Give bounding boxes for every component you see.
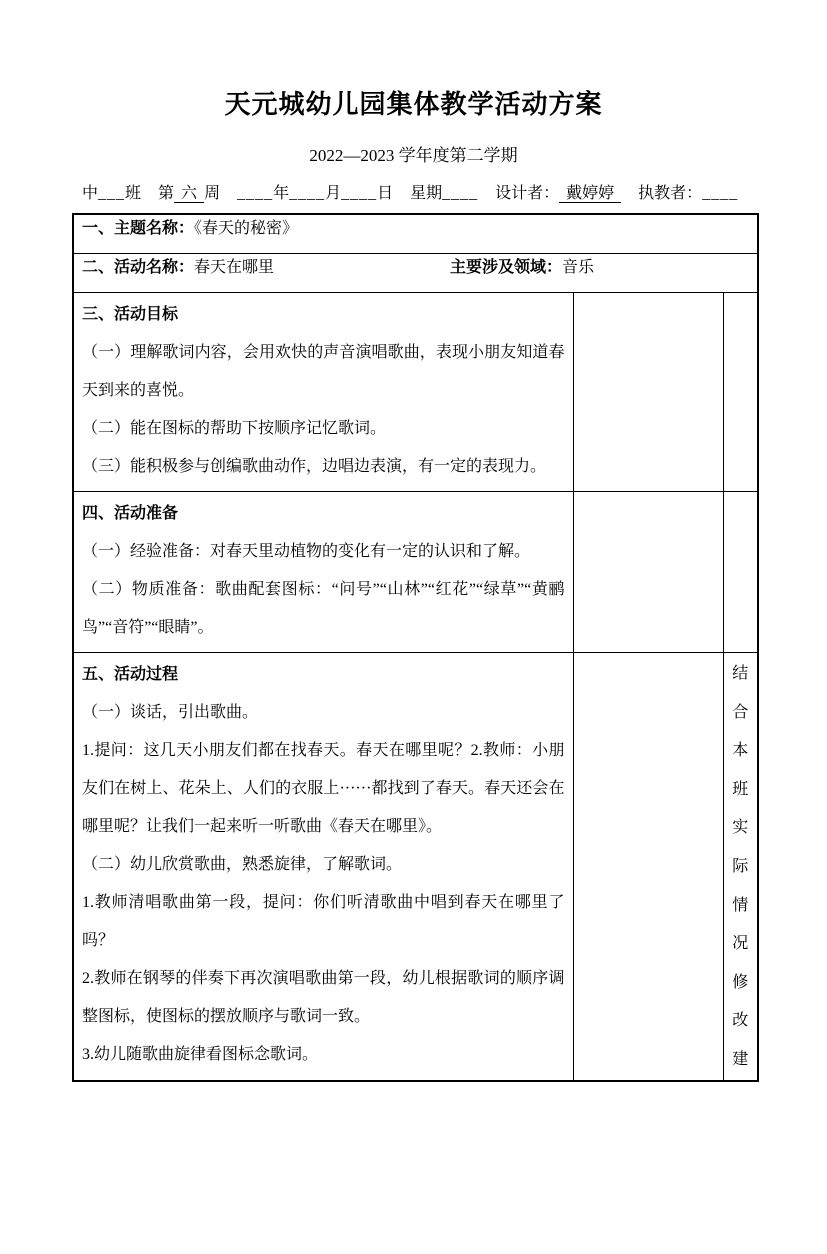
activity-name-row bbox=[73, 254, 758, 293]
designer-name: 戴婷婷 bbox=[559, 185, 621, 203]
preparation-remarks-cell bbox=[573, 492, 723, 653]
activity-plan-table bbox=[72, 213, 759, 1082]
day-blank: ____ bbox=[341, 185, 378, 202]
preparation-row bbox=[73, 492, 758, 653]
page-title: 天元城幼儿园集体教学活动方案 bbox=[224, 89, 603, 119]
month-label: 月 bbox=[325, 185, 342, 202]
activity-name-value: 春天在哪里 bbox=[194, 259, 275, 276]
year-label: 年 bbox=[273, 185, 290, 202]
domain-value: 音乐 bbox=[562, 259, 595, 276]
designer-field bbox=[495, 185, 621, 202]
process-cell bbox=[73, 653, 573, 1081]
preparation-side-cell bbox=[723, 492, 758, 653]
domain-label: 主要涉及领域： bbox=[450, 259, 563, 276]
year-blank: ____ bbox=[237, 185, 274, 202]
class-field bbox=[82, 185, 141, 202]
week-field bbox=[158, 185, 220, 202]
weekday-field bbox=[410, 185, 478, 202]
date-field bbox=[237, 185, 393, 202]
process-item: 3.幼儿随歌曲旋律看图标念歌词。 bbox=[82, 1046, 319, 1063]
theme-cell bbox=[73, 214, 758, 254]
week-suffix-label: 周 bbox=[204, 185, 221, 202]
activity-name-group bbox=[82, 254, 450, 277]
activity-name-label: 二、活动名称： bbox=[82, 259, 195, 276]
class-suffix-label: 班 bbox=[125, 185, 142, 202]
teacher-blank: ____ bbox=[702, 185, 739, 202]
class-blank: ___ bbox=[98, 185, 126, 202]
goals-remarks-cell bbox=[573, 293, 723, 492]
goals-side-cell bbox=[723, 293, 758, 492]
class-prefix-label: 中 bbox=[82, 185, 99, 202]
designer-label: 设计者： bbox=[495, 185, 560, 202]
domain-group bbox=[450, 259, 594, 276]
goal-item: （一）理解歌词内容，会用欢快的声音演唱歌曲，表现小朋友知道春天到来的喜悦。 bbox=[82, 344, 565, 399]
day-label: 日 bbox=[377, 185, 394, 202]
theme-label: 一、主题名称： bbox=[82, 220, 195, 237]
preparation-heading: 四、活动准备 bbox=[82, 505, 179, 522]
document-page bbox=[0, 84, 827, 1254]
process-side-cell bbox=[723, 653, 758, 1081]
week-prefix-label: 第 bbox=[158, 185, 175, 202]
info-line bbox=[82, 180, 762, 203]
process-heading: 五、活动过程 bbox=[82, 666, 179, 683]
week-value: 六 bbox=[174, 185, 204, 203]
goal-item: （三）能积极参与创编歌曲动作，边唱边表演，有一定的表现力。 bbox=[82, 458, 547, 475]
goals-cell bbox=[73, 293, 573, 492]
teacher-field bbox=[638, 185, 738, 202]
process-item: （二）幼儿欣赏歌曲，熟悉旋律，了解歌词。 bbox=[82, 856, 403, 873]
process-remarks-cell bbox=[573, 653, 723, 1081]
process-item: 2.教师在钢琴的伴奏下再次演唱歌曲第一段，幼儿根据歌词的顺序调整图标，使图标的摆放顺序与歌词一致。 bbox=[82, 970, 565, 1025]
page-subtitle: 2022—2023 学年度第二学期 bbox=[309, 146, 518, 165]
goal-item: （二）能在图标的帮助下按顺序记忆歌词。 bbox=[82, 420, 387, 437]
theme-value: 《春天的秘密》 bbox=[194, 220, 299, 237]
side-note-vertical-text: 结合本班实际情况修改建 bbox=[732, 665, 749, 1068]
preparation-item: （二）物质准备：歌曲配套图标：“问号”“山林”“红花”“绿草”“黄鹂鸟”“音符”“眼睛”。 bbox=[82, 581, 565, 636]
teacher-label: 执教者： bbox=[638, 185, 703, 202]
process-item: 1.提问：这几天小朋友们都在找春天。春天在哪里呢？2.教师：小朋友们在树上、花朵上、人们的衣服上······都找到了春天。春天还会在哪里呢？让我们一起来听一听歌曲《春天在哪里》。 bbox=[82, 742, 565, 835]
month-blank: ____ bbox=[289, 185, 326, 202]
process-item: 1.教师清唱歌曲第一段，提问：你们听清歌曲中唱到春天在哪里了吗？ bbox=[82, 894, 565, 949]
theme-row bbox=[73, 214, 758, 254]
process-item: （一）谈话，引出歌曲。 bbox=[82, 704, 259, 721]
preparation-cell bbox=[73, 492, 573, 653]
process-row bbox=[73, 653, 758, 1081]
preparation-item: （一）经验准备：对春天里动植物的变化有一定的认识和了解。 bbox=[82, 543, 531, 560]
weekday-label: 星期 bbox=[410, 185, 443, 202]
activity-name-cell bbox=[73, 254, 758, 293]
goals-row bbox=[73, 293, 758, 492]
weekday-blank: ____ bbox=[442, 185, 479, 202]
goals-heading: 三、活动目标 bbox=[82, 306, 179, 323]
